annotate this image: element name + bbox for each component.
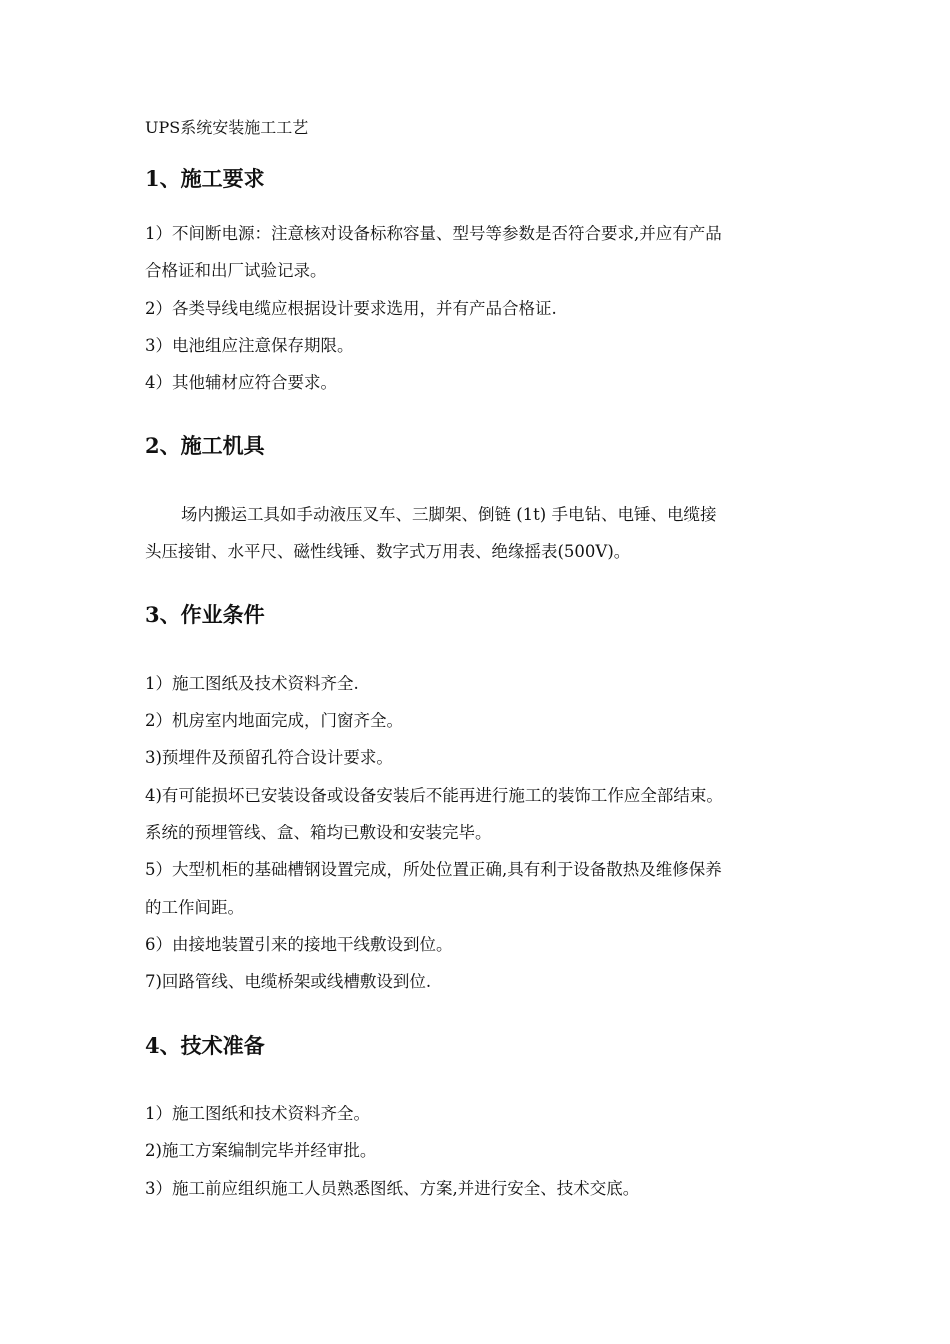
paragraph-line: 的工作间距。 <box>145 898 244 917</box>
paragraph-line: 2）机房室内地面完成，门窗齐全。 <box>145 711 403 730</box>
paragraph-line: 4)有可能损坏已安装设备或设备安装后不能再进行施工的装饰工作应全部结束。 <box>145 786 723 805</box>
paragraph-line: 系统的预埋管线、盒、箱均已敷设和安装完毕。 <box>145 823 492 842</box>
section-heading-preparation: 4、技术准备 <box>145 1033 265 1058</box>
section-heading-conditions: 3、作业条件 <box>145 602 265 627</box>
paragraph-line: 5）大型机柜的基础槽钢设置完成，所处位置正确,具有利于设备散热及维修保养 <box>145 860 722 879</box>
document-title: UPS系统安装施工工艺 <box>145 118 309 137</box>
paragraph-line: 1）施工图纸及技术资料齐全. <box>145 674 359 693</box>
paragraph-line: 合格证和出厂试验记录。 <box>145 261 327 280</box>
paragraph-line: 3）电池组应注意保存期限。 <box>145 336 354 355</box>
paragraph-line: 3）施工前应组织施工人员熟悉图纸、方案,并进行安全、技术交底。 <box>145 1179 640 1198</box>
paragraph-line: 1）不间断电源：注意核对设备标称容量、型号等参数是否符合要求,并应有产品 <box>145 224 722 243</box>
section-heading-requirements: 1、施工要求 <box>145 166 265 191</box>
section-heading-tools: 2、施工机具 <box>145 433 265 458</box>
paragraph-line: 4）其他辅材应符合要求。 <box>145 373 337 392</box>
paragraph-line: 1）施工图纸和技术资料齐全。 <box>145 1104 370 1123</box>
paragraph-line: 头压接钳、水平尺、磁性线锤、数字式万用表、绝缘摇表(500V)。 <box>145 542 631 561</box>
paragraph-line: 2)施工方案编制完毕并经审批。 <box>145 1141 377 1160</box>
paragraph-line: 2）各类导线电缆应根据设计要求选用，并有产品合格证. <box>145 299 557 318</box>
paragraph-line: 场内搬运工具如手动液压叉车、三脚架、倒链 (1t) 手电钻、电锤、电缆接 <box>181 505 717 524</box>
paragraph-line: 7)回路管线、电缆桥架或线槽敷设到位. <box>145 972 432 991</box>
paragraph-line: 3)预埋件及预留孔符合设计要求。 <box>145 748 393 767</box>
paragraph-line: 6）由接地装置引来的接地干线敷设到位。 <box>145 935 453 954</box>
